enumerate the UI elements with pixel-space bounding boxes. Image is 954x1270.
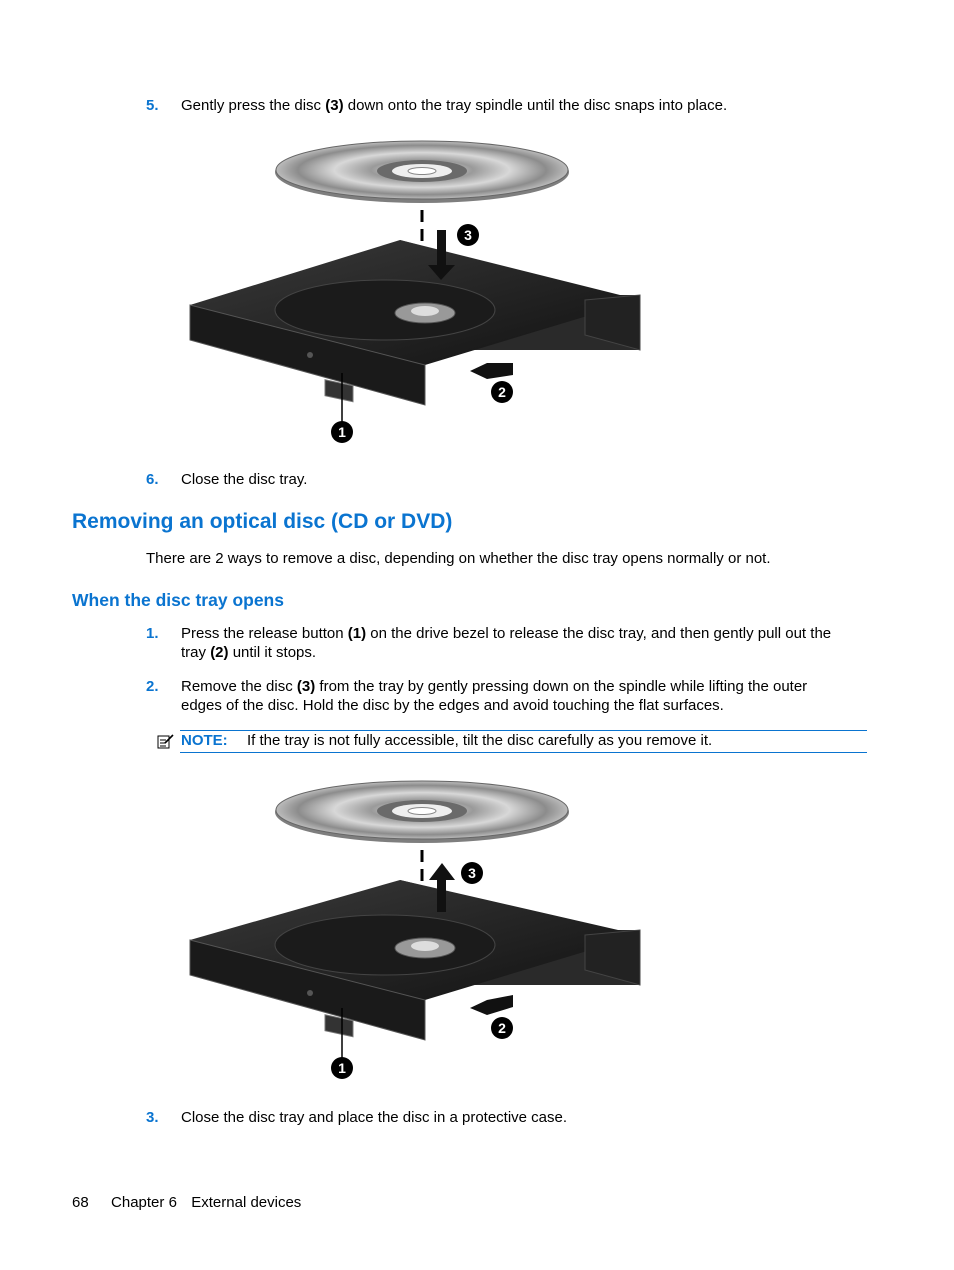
note-icon [157,733,174,750]
step-5-number: 5. [146,97,159,114]
optical-drive [190,880,640,1040]
step-5-text: Gently press the disc (3) down onto the tray spindle until the disc snaps into place. [181,97,728,114]
page-footer [72,1194,301,1211]
footer-chapter: Chapter 6 [111,1194,177,1211]
page-number: 68 [72,1194,89,1211]
step-6-number: 6. [146,471,159,488]
step-1-text: Press the release button (1) on the drive bezel to release the disc tray, and then gently pull out the tray (2) until it stops. [181,625,832,661]
disc [275,141,569,203]
step-2-number: 2. [146,678,159,695]
note-text: If the tray is not fully accessible, tilt the disc carefully as you remove it. [247,732,713,749]
step-3-text: Close the disc tray and place the disc in a protective case. [181,1109,568,1126]
disc [275,781,569,843]
step-6-text: Close the disc tray. [181,471,308,488]
step-3-number: 3. [146,1109,159,1126]
step-1-number: 1. [146,625,159,642]
note-bottom-rule [180,752,867,753]
insert-disc-illustration [185,135,650,450]
footer-title: External devices [191,1194,302,1211]
note-label: NOTE: [181,732,228,749]
svg-text:2: 2 [498,1020,506,1036]
step-2-text: Remove the disc (3) from the tray by gently pressing down on the spindle while lifting the outer edges of the disc. Hold the disc by the edges and avoid touching the flat surfaces. [181,678,808,714]
section-title: Removing an optical disc (CD or DVD) [72,510,453,533]
svg-text:1: 1 [338,424,346,440]
arrow-left-icon [470,363,513,379]
section-intro: There are 2 ways to remove a disc, depending on whether the disc tray opens normally or not. [146,550,771,567]
svg-text:3: 3 [468,865,476,881]
svg-text:1: 1 [338,1060,346,1076]
remove-disc-illustration [185,775,650,1085]
arrow-left-icon [470,995,513,1015]
subsection-title: When the disc tray opens [72,590,284,610]
svg-text:3: 3 [464,227,472,243]
optical-drive [190,240,640,405]
svg-text:2: 2 [498,384,506,400]
